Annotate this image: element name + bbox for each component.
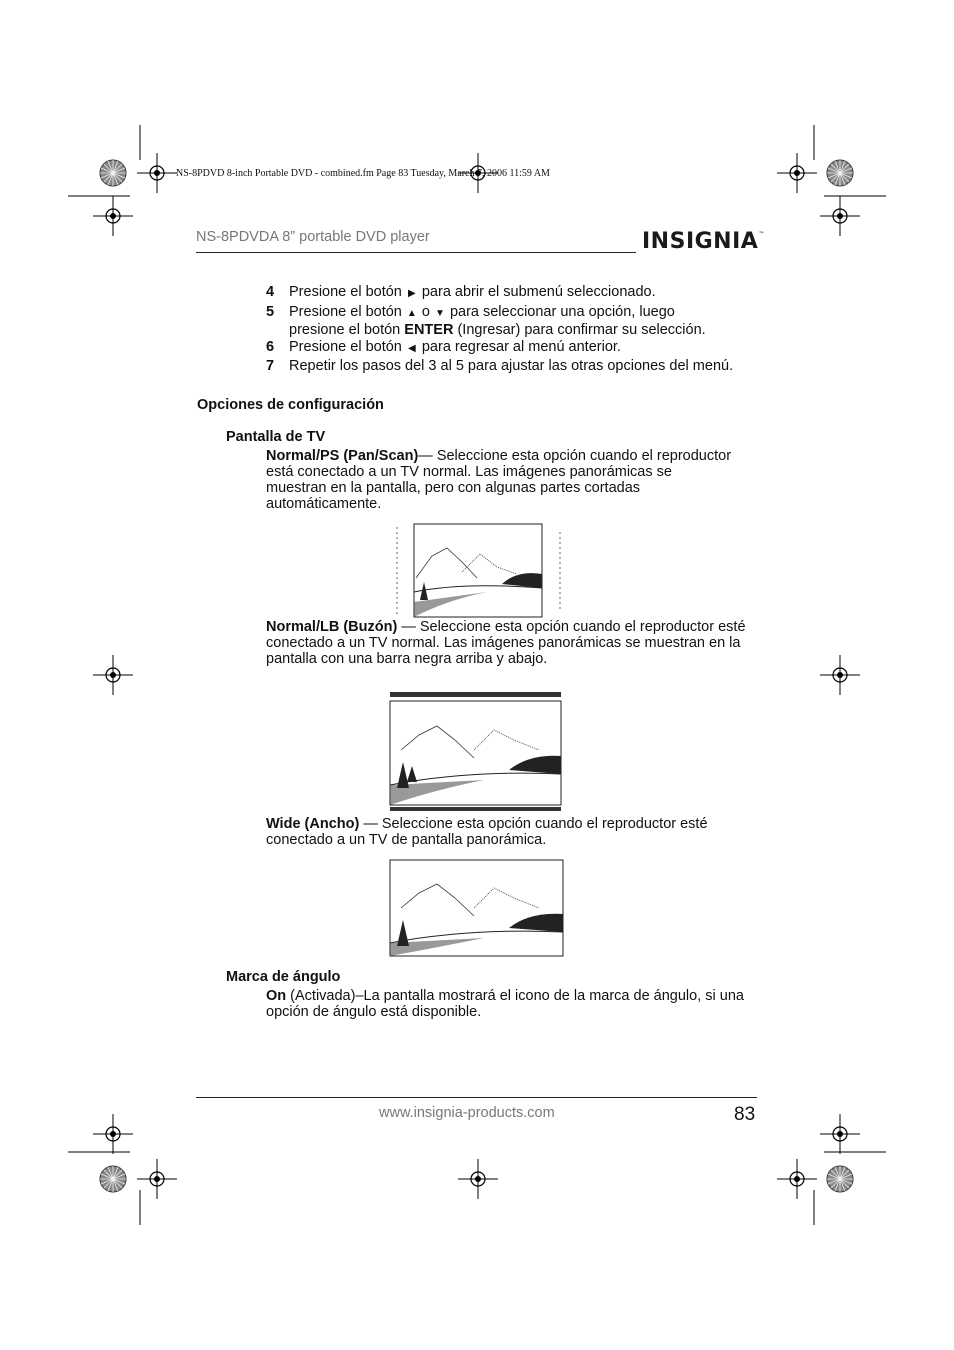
step-text: para abrir el submenú seleccionado. [421, 284, 656, 300]
step-text: Presione el botón [289, 304, 402, 320]
subheading-tv-screen: Pantalla de TV [226, 429, 326, 445]
step-number: 7 [266, 358, 275, 374]
step-text: Presione el botón [289, 284, 402, 300]
arrow-left-icon: ◀ [408, 343, 416, 354]
logo-text: INSIGNIA [642, 229, 759, 254]
option-description: — Seleccione esta opción cuando el reproductor esté conectado a un TV de pantalla panorámica. [266, 816, 708, 848]
step-text: para seleccionar una opción, luego [449, 304, 675, 320]
enter-key-label: ENTER [404, 322, 454, 338]
color-target-top-left-icon [100, 160, 126, 186]
step-number: 5 [266, 304, 275, 320]
paragraph-normal-ps [266, 448, 736, 512]
step-text: presione el botón [289, 322, 405, 338]
running-header-title: NS-8PDVDA 8” portable DVD player [196, 229, 430, 245]
footer-rule [196, 1097, 757, 1098]
step-text: o [421, 304, 430, 320]
step-text: (Ingresar) para confirmar su selección. [453, 322, 706, 338]
header-rule [196, 252, 636, 253]
letterbox-illustration [389, 690, 564, 814]
logo-trademark: ™ [758, 231, 765, 238]
step-number: 6 [266, 339, 275, 355]
widescreen-illustration [389, 858, 565, 958]
step-text: Presione el botón [289, 339, 402, 355]
page-number: 83 [734, 1104, 756, 1125]
step-6 [266, 339, 759, 357]
section-heading-config: Opciones de configuración [197, 397, 384, 413]
footer-url: www.insignia-products.com [379, 1105, 555, 1121]
arrow-up-icon: ▲ [406, 308, 417, 319]
option-label: Normal/LB (Buzón) [266, 619, 398, 635]
option-label: On [266, 988, 287, 1004]
option-description: — Seleccione esta opción cuando el reproductor esté conectado a un TV normal. Las imágenes panorámicas se muestran en la pantalla con una barra negra arriba y abajo. [266, 619, 746, 667]
color-target-top-right-icon [827, 160, 853, 186]
option-description: (Activada)–La pantalla mostrará el icono de la marca de ángulo, si una opción de ángulo está disponible. [266, 988, 744, 1020]
pan-scan-illustration [392, 522, 567, 620]
step-number: 4 [266, 284, 275, 300]
step-text: para regresar al menú anterior. [421, 339, 621, 355]
step-4 [266, 284, 759, 302]
file-slug: NS-8PDVD 8-inch Portable DVD - combined.fm Page 83 Tuesday, March 7, 2006 11:59 AM [176, 168, 550, 179]
paragraph-angle-on [266, 988, 756, 1020]
option-label: Wide (Ancho) [266, 816, 360, 832]
step-7 [266, 358, 739, 374]
color-target-bottom-left-icon [100, 1166, 126, 1192]
color-target-bottom-right-icon [827, 1166, 853, 1192]
paragraph-wide [266, 816, 756, 848]
step-text: Repetir los pasos del 3 al 5 para ajustar las otras opciones del menú. [289, 358, 734, 374]
arrow-down-icon: ▼ [434, 308, 445, 319]
arrow-right-icon: ▶ [408, 288, 416, 299]
subheading-angle-mark: Marca de ángulo [226, 969, 341, 985]
option-description: — Seleccione esta opción cuando el reproductor está conectado a un TV normal. Las imágenes panorámicas se muestran en la pantalla, pero con algunas partes cortadas automáticamente. [266, 448, 732, 512]
step-5 [266, 304, 759, 338]
option-label: Normal/PS (Pan/Scan) [266, 448, 419, 464]
insignia-logo [642, 229, 765, 254]
paragraph-normal-lb [266, 619, 756, 667]
